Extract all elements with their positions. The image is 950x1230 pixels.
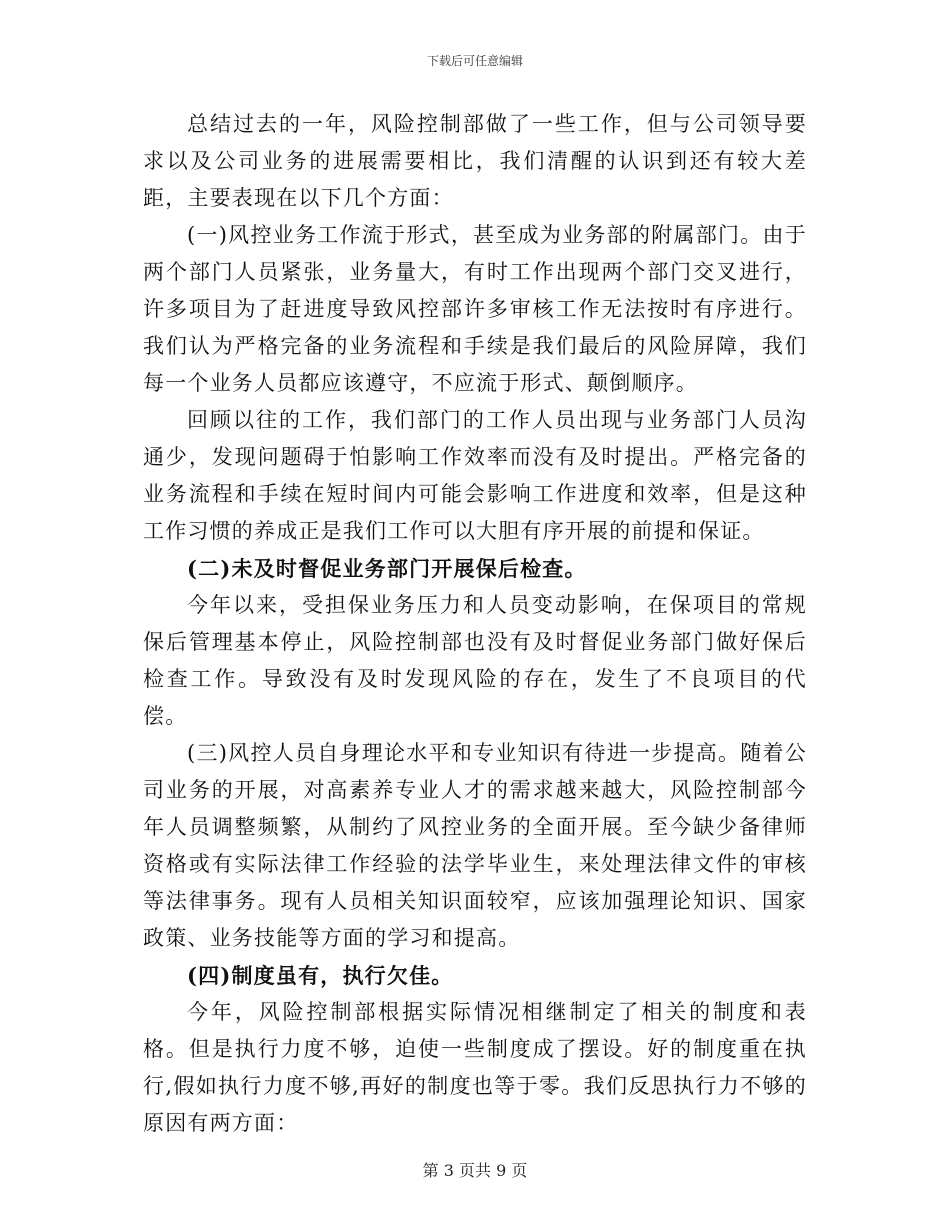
page-number-footer: 第 3 页共 9 页 [422, 1161, 528, 1180]
paragraph-summary: 总结过去的一年，风险控制部做了一些工作，但与公司领导要求以及公司业务的进展需要相比，我们清醒的认识到还有较大差距，主要表现在以下几个方面： [143, 112, 807, 210]
paragraph-issue-3: (三)风控人员自身理论水平和专业知识有待进一步提高。随着公司业务的开展，对高素养专业人才的需求越来越大，风险控制部今年人员调整频繁，从制约了风控业务的全面开展。至今缺少备律师资格或有实际法律工作经验的法学毕业生，来处理法律文件的审核等法律事务。现有人员相关知识面较窄，应该加强理论知识、国家政策、业务技能等方面的学习和提高。 [143, 741, 807, 950]
heading-issue-4: (四)制度虽有，执行欠佳。 [187, 963, 454, 988]
paragraph-issue-2-detail: 今年以来，受担保业务压力和人员变动影响，在保项目的常规保后管理基本停止，风险控制部也没有及时督促业务部门做好保后检查工作。导致没有及时发现风险的存在，发生了不良项目的代偿。 [143, 593, 807, 728]
heading-issue-2: (二)未及时督促业务部门开展保后检查。 [187, 556, 587, 581]
paragraph-issue-4-detail: 今年，风险控制部根据实际情况相继制定了相关的制度和表格。但是执行力度不够，迫使一些制度成了摆设。好的制度重在执行,假如执行力度不够,再好的制度也等于零。我们反思执行力不够的原因有两方面： [143, 1000, 807, 1135]
paragraph-review: 回顾以往的工作，我们部门的工作人员出现与业务部门人员沟通少，发现问题碍于怕影响工作效率而没有及时提出。严格完备的业务流程和手续在短时间内可能会影响工作进度和效率，但是这种工作习惯的养成正是我们工作可以大胆有序开展的前提和保证。 [143, 408, 807, 543]
document-body [143, 106, 807, 1142]
paragraph-issue-1: (一)风控业务工作流于形式，甚至成为业务部的附属部门。由于两个部门人员紧张，业务量大，有时工作出现两个部门交叉进行，许多项目为了赶进度导致风控部许多审核工作无法按时有序进行。我们认为严格完备的业务流程和手续是我们最后的风险屏障，我们每一个业务人员都应该遵守，不应流于形式、颠倒顺序。 [143, 223, 807, 395]
page-header-note: 下载后可任意编辑 [426, 54, 523, 68]
